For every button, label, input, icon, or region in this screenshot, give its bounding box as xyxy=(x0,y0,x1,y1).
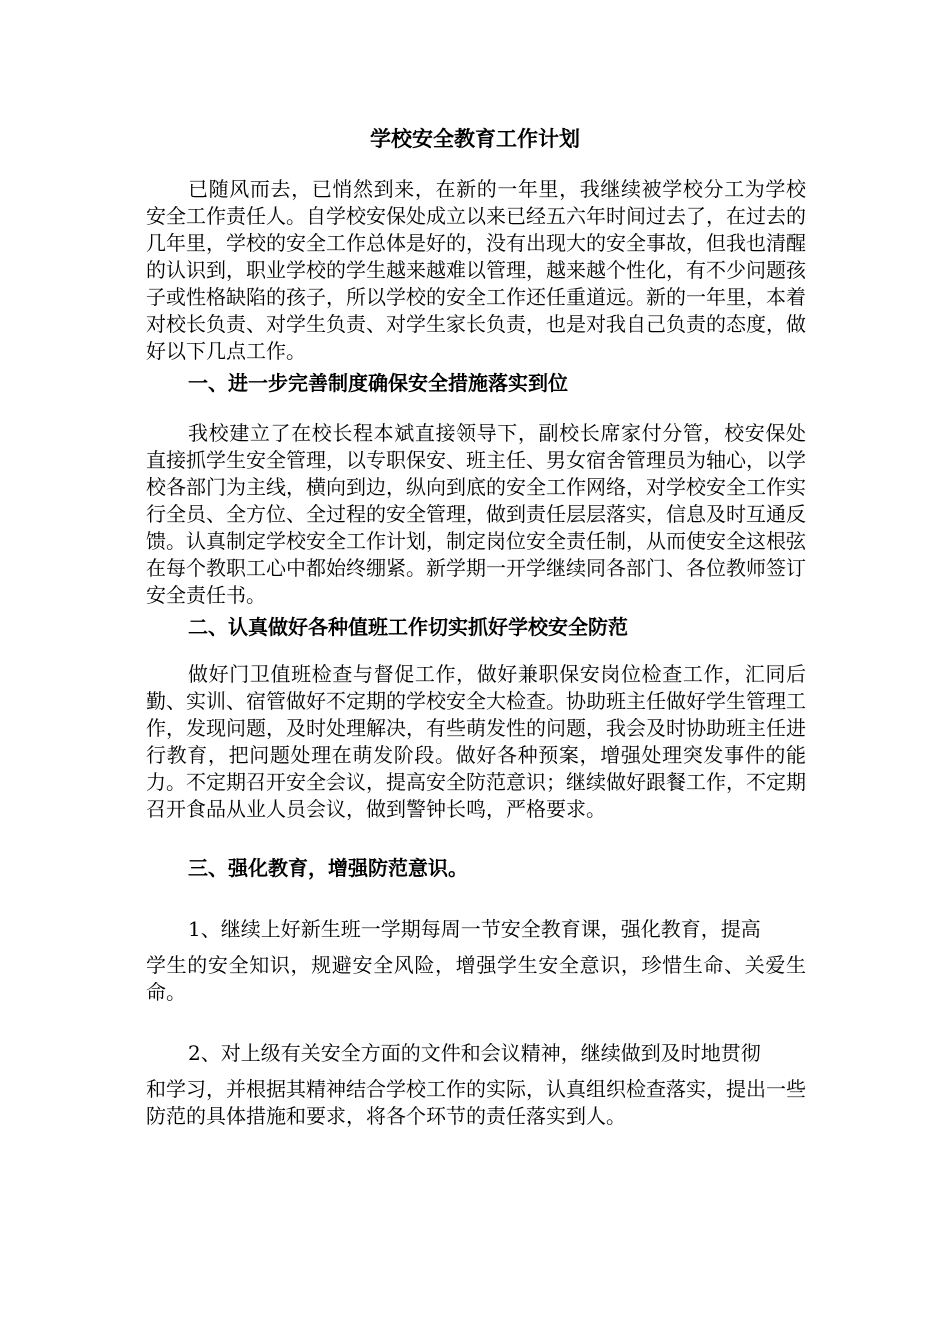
list-item-2 xyxy=(146,1030,806,1130)
section-body-1: 我校建立了在校长程本斌直接领导下，副校长席家付分管，校安保处直接抓学生安全管理，以专职保安、班主任、男女宿舍管理员为轴心，以学校各部门为主线，横向到边，纵向到底的安全工作网络，对学校安全工作实行全员、全方位、全过程的安全管理，做到责任层层落实，信息及时互通反馈。认真制定学校安全工作计划，制定岗位安全责任制，从而使安全这根弦在每个教职工心中都始终绷紧。新学期一开学继续同各部门、各位教师签订安全责任书。 xyxy=(146,421,806,607)
document-title: 学校安全教育工作计划 xyxy=(370,126,580,151)
list-item-2-first-line: 2、对上级有关安全方面的文件和会议精神，继续做到及时地贯彻 xyxy=(188,1041,761,1065)
section-heading-2: 二、认真做好各种值班工作切实抓好学校安全防范 xyxy=(188,615,628,639)
list-item-1 xyxy=(146,906,806,1006)
intro-paragraph: 已随风而去，已悄然到来，在新的一年里，我继续被学校分工为学校安全工作责任人。自学校安保处成立以来已经五六年时间过去了，在过去的几年里，学校的安全工作总体是好的，没有出现大的安全事故，但我也清醒的认识到，职业学校的学生越来越难以管理，越来越个性化，有不少问题孩子或性格缺陷的孩子，所以学校的安全工作还任重道远。新的一年里，本着对校长负责、对学生负责、对学生家长负责，也是对我自己负责的态度，做好以下几点工作。 xyxy=(146,177,806,363)
section-heading-1: 一、进一步完善制度确保安全措施落实到位 xyxy=(188,371,568,395)
list-item-1-continuation: 学生的安全知识，规避安全风险，增强学生安全意识，珍惜生命、关爱生命。 xyxy=(146,953,806,1004)
list-item-1-first-line: 1、继续上好新生班一学期每周一节安全教育课，强化教育，提高 xyxy=(188,917,761,941)
section-heading-3: 三、强化教育，增强防范意识。 xyxy=(188,856,468,880)
section-body-2: 做好门卫值班检查与督促工作，做好兼职保安岗位检查工作，汇同后勤、实训、宿管做好不定期的学校安全大检查。协助班主任做好学生管理工作，发现问题，及时处理解决，有些萌发性的问题，我会及时协助班主任进行教育，把问题处理在萌发阶段。做好各种预案，增强处理突发事件的能力。不定期召开安全会议，提高安全防范意识；继续做好跟餐工作，不定期召开食品从业人员会议，做到警钟长鸣，严格要求。 xyxy=(146,662,806,821)
list-item-2-continuation: 和学习，并根据其精神结合学校工作的实际，认真组织检查落实，提出一些防范的具体措施和要求，将各个环节的责任落实到人。 xyxy=(146,1077,806,1128)
